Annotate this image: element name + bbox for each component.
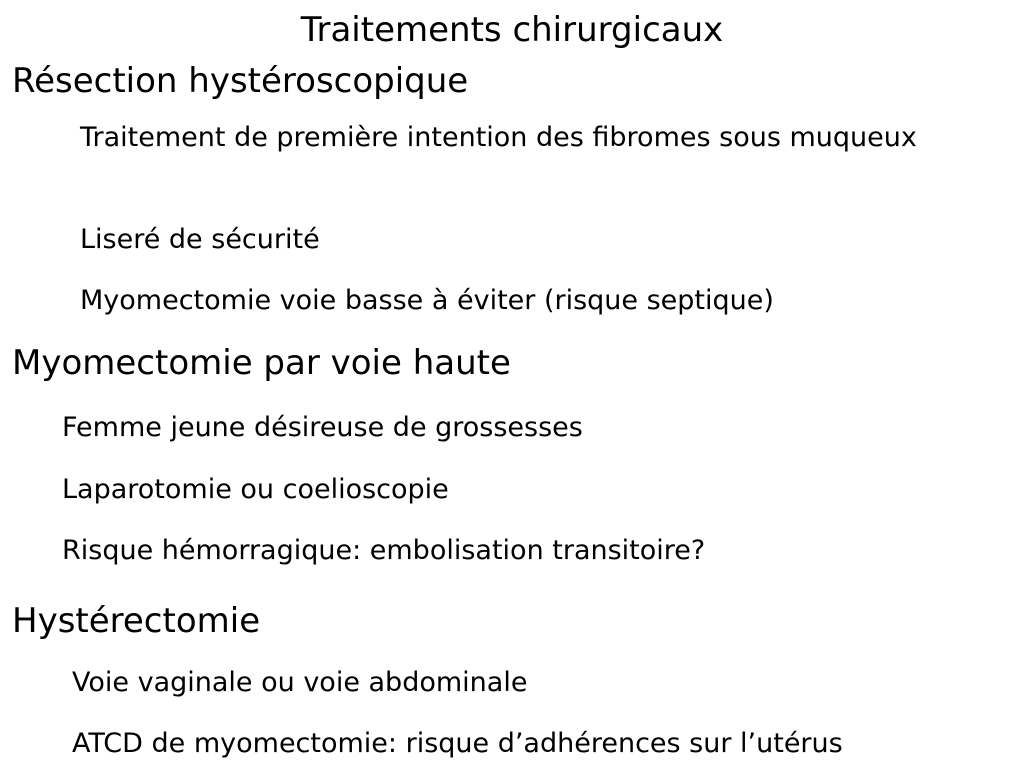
- bullet-safety-margin: Liseré de sécurité: [80, 224, 320, 255]
- section-heading-abdominal-myomectomy: Myomectomie par voie haute: [12, 343, 511, 383]
- bullet-hemorrhagic-risk: Risque hémorragique: embolisation transitoire?: [62, 535, 706, 566]
- bullet-vaginal-myomectomy: Myomectomie voie basse à éviter (risque septique): [80, 285, 774, 316]
- section-heading-hysteroscopic-resection: Résection hystéroscopique: [12, 61, 469, 101]
- bullet-laparotomy: Laparotomie ou coelioscopie: [62, 474, 449, 505]
- slide-title: Traitements chirurgicaux: [300, 10, 724, 50]
- section-heading-hysterectomy: Hystérectomie: [12, 601, 261, 641]
- bullet-adhesion-risk: ATCD de myomectomie: risque d’adhérences sur l’utérus: [72, 728, 843, 759]
- bullet-young-woman: Femme jeune désireuse de grossesses: [62, 412, 583, 443]
- bullet-first-line-treatment: Traitement de première intention des fibromes sous muqueux: [80, 122, 917, 153]
- bullet-surgical-route: Voie vaginale ou voie abdominale: [72, 667, 528, 698]
